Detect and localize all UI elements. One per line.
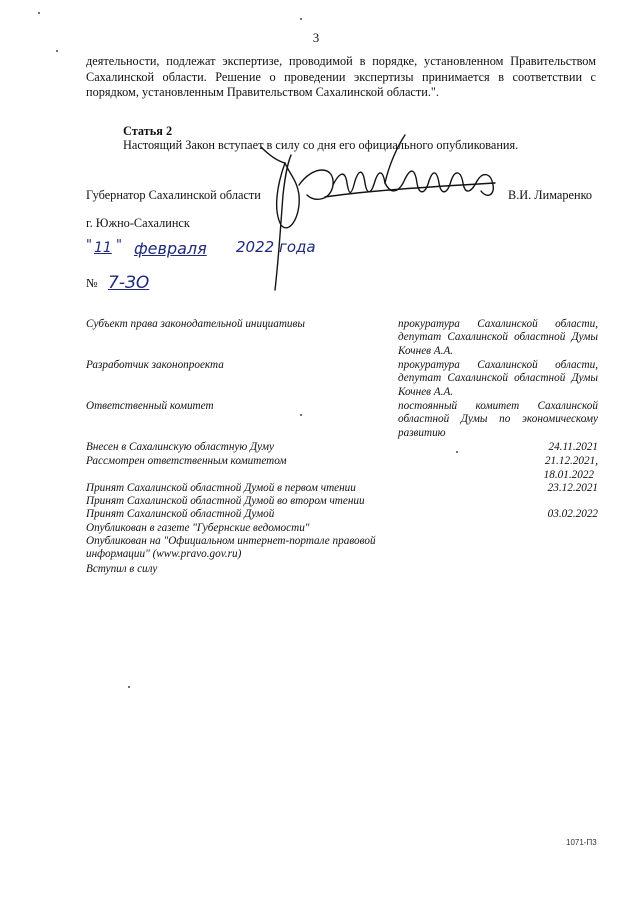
page-number: 3 — [312, 30, 320, 45]
subject-label: Субъект права законодательной инициативы — [86, 318, 305, 330]
date-quote-open: " — [86, 238, 92, 253]
adopted-date: 03.02.2022 — [547, 508, 598, 520]
governor-title: Губернатор Сахалинской области — [86, 188, 261, 202]
article-heading: Статья 2 — [123, 124, 173, 138]
published-newspaper-label: Опубликован в газете "Губернские ведомости" — [86, 522, 310, 534]
scan-speck — [456, 451, 458, 453]
reviewed-label: Рассмотрен ответственным комитетом — [86, 455, 287, 467]
adopted-label: Принят Сахалинской областной Думой — [86, 508, 275, 520]
law-number — [86, 272, 206, 294]
in-force-label: Вступил в силу — [86, 563, 158, 575]
scan-speck — [38, 12, 40, 14]
article-text: Настоящий Закон вступает в силу со дня его официального опубликования. — [123, 138, 519, 152]
date-quote-close: " — [116, 238, 122, 253]
subject-value: прокуратура Сахалинской области, депутат Сахалинской областной Думы Кочнев А.А. — [398, 318, 598, 357]
committee-value: постоянный комитет Сахалинской областной Думы по экономическому развитию — [398, 400, 598, 439]
scan-speck — [300, 414, 302, 416]
reviewed-date-2: 18.01.2022 — [543, 469, 594, 481]
developer-value: прокуратура Сахалинской области, депутат Сахалинской областной Думы Кочнев А.А. — [398, 359, 598, 398]
reviewed-date-1: 21.12.2021, — [544, 455, 598, 467]
first-reading-label: Принят Сахалинской областной Думой в первом чтении — [86, 482, 356, 494]
developer-label: Разработчик законопроекта — [86, 359, 224, 371]
introduced-date: 24.11.2021 — [548, 441, 598, 453]
scan-speck — [300, 18, 302, 20]
governor-name: В.И. Лимаренко — [508, 188, 593, 202]
first-reading-date: 23.12.2021 — [547, 482, 598, 494]
scan-speck — [56, 50, 58, 52]
number-label: № — [86, 276, 98, 290]
published-portal-label: Опубликован на "Официальном интернет-портале правовой информации" (www.pravo.gov.ru) — [86, 535, 376, 561]
number-value: 7-ЗО — [108, 273, 150, 293]
date-month: февраля — [134, 239, 207, 258]
handwritten-date — [86, 234, 346, 258]
introduced-label: Внесен в Сахалинскую областную Думу — [86, 441, 274, 453]
place-of-signing: г. Южно-Сахалинск — [86, 216, 190, 230]
date-year: 2022 года — [236, 238, 316, 256]
second-reading-label: Принят Сахалинской областной Думой во втором чтении — [86, 495, 365, 507]
governor-signature — [255, 125, 505, 295]
date-day: 11 — [94, 240, 112, 256]
continued-paragraph: деятельности, подлежат экспертизе, проводимой в порядке, установленном Правительством Сахалинской области. Решение о проведении экспертизы принимается в соответствии с порядком, установленным Правительством Сахалинской области.". — [86, 54, 596, 100]
scan-speck — [128, 686, 130, 688]
committee-label: Ответственный комитет — [86, 400, 214, 412]
document-code: 1071-П3 — [566, 838, 597, 847]
